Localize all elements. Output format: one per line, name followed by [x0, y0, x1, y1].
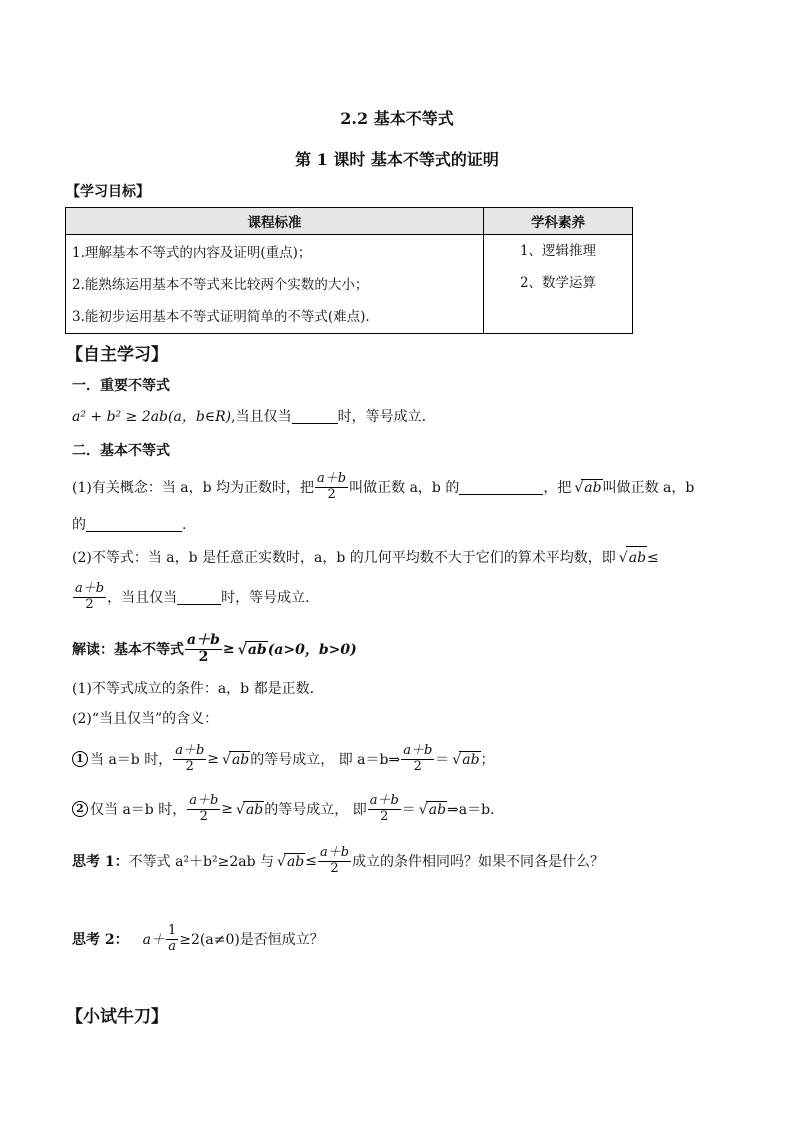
sqrt-ab: √ ab: [581, 479, 602, 496]
page-title: 2.2 基本不等式: [340, 109, 454, 128]
standards-cell: [66, 235, 484, 334]
inequality-line: [72, 546, 659, 568]
text: 的等号成立， 即: [264, 802, 367, 818]
sqrt-ab: √ ab: [243, 801, 264, 818]
practice-heading: 【小试牛刀】: [66, 1007, 168, 1027]
blank: [459, 479, 543, 495]
standard-item: 2.能熟练运用基本不等式来比较两个实数的大小；: [72, 277, 369, 293]
text: ≤: [305, 853, 317, 869]
text: ；: [480, 752, 495, 768]
fraction-a-plus-b-over-2: $\frac{a+b}{2}$: [319, 845, 350, 876]
text: ,当且仅当: [231, 409, 292, 425]
goals-header-standards: 课程标准: [66, 208, 484, 235]
think-2-label: 思考 2：: [72, 932, 129, 948]
text: ＝: [401, 802, 416, 818]
goals-header-literacy: 学科素养: [484, 208, 633, 235]
text: 的等号成立， 即 a＝b⇒: [250, 752, 401, 768]
part1-title: 一．重要不等式: [72, 378, 170, 394]
text: 时，等号成立.: [221, 590, 310, 606]
inequality-line-2: [72, 576, 310, 618]
sqrt-ab: √ ab: [229, 751, 250, 768]
text: ≥: [221, 801, 234, 817]
fraction-a-plus-b-over-2: $\frac{a+b}{2}$: [317, 471, 347, 502]
goals-table: [65, 207, 633, 334]
standard-item: 3.能初步运用基本不等式证明简单的不等式(难点).: [72, 309, 370, 325]
text: ⇒a＝b.: [447, 802, 495, 818]
text: 叫做正数 a，b 的: [349, 480, 460, 496]
fraction-a-plus-b-over-2: $\frac{a+b}{2}$: [189, 793, 219, 824]
interpretation-line: [72, 628, 357, 670]
fraction-1-over-a: $\frac{1}{a}$: [167, 923, 177, 954]
text: (2)不等式：当 a，b 是任意正实数时，a，b 的几何平均数不大于它们的算术平均数，即: [72, 550, 616, 566]
literacy-item: 2、数学运算: [519, 275, 597, 291]
text: (1)有关概念：当 a，b 均为正数时，把: [72, 480, 315, 496]
text: ≤: [647, 550, 659, 566]
part2-title: 二．基本不等式: [72, 443, 170, 459]
blank: [86, 516, 182, 532]
concept-line: [72, 466, 694, 508]
interpretation-item: (1)不等式成立的条件：a，b 都是正数.: [72, 681, 315, 697]
circled-number-1: 1: [72, 751, 88, 767]
sqrt-ab: √ ab: [459, 751, 480, 768]
text: 的: [72, 517, 86, 533]
sqrt-ab: √ ab: [626, 546, 647, 569]
standard-item: 1.理解基本不等式的内容及证明(重点)；: [72, 245, 312, 261]
blank: [292, 408, 338, 424]
goals-heading: 【学习目标】: [66, 184, 150, 200]
fraction-a-plus-b-over-2: $\frac{a+b}{2}$: [369, 793, 399, 824]
text: .: [182, 517, 187, 533]
text: (a>0，b>0): [267, 642, 357, 658]
text: 解读：基本不等式: [72, 642, 184, 658]
case-2-line: [72, 788, 495, 830]
literacy-item: 1、逻辑推理: [519, 243, 597, 259]
text: 当 a＝b 时，: [90, 752, 173, 768]
text: ≥: [207, 751, 220, 767]
case-1-line: [72, 738, 495, 780]
text: ≥2(a≠0)是否恒成立？: [179, 932, 324, 948]
blank: [177, 589, 221, 605]
concept-line-2: [72, 514, 186, 536]
think-1-line: [72, 840, 604, 882]
text: 仅当 a＝b 时，: [90, 802, 187, 818]
text: ，把: [543, 480, 572, 496]
text: ，当且仅当: [107, 590, 178, 606]
fraction-a-plus-b-over-2: $\frac{a+b}{2}$: [187, 632, 220, 665]
text: 成立的条件相同吗？如果不同各是什么？: [352, 854, 605, 870]
important-inequality-formula: a² + b² ≥ 2ab(a，b∈R): [72, 409, 232, 425]
self-study-heading: 【自主学习】: [66, 345, 168, 365]
fraction-a-plus-b-over-2: $\frac{a+b}{2}$: [403, 743, 433, 774]
text: ＝: [435, 752, 450, 768]
text: 叫做正数 a，b: [602, 480, 695, 496]
page-subtitle: 第 1 课时 基本不等式的证明: [295, 150, 499, 169]
interpretation-item: (2)“当且仅当”的含义：: [72, 711, 219, 727]
text: a＋: [142, 932, 165, 948]
think-1-label: 思考 1：: [72, 854, 129, 870]
circled-number-2: 2: [72, 801, 88, 817]
sqrt-ab: √ ab: [245, 641, 268, 658]
text: 不等式 a²＋b²≥2ab 与: [128, 854, 275, 870]
sqrt-ab: √ ab: [426, 801, 447, 818]
fraction-a-plus-b-over-2: $\frac{a+b}{2}$: [75, 581, 105, 612]
text: 时，等号成立.: [337, 409, 427, 425]
think-2-line: [72, 918, 324, 960]
fraction-a-plus-b-over-2: $\frac{a+b}{2}$: [175, 743, 205, 774]
important-inequality-line: [72, 406, 426, 428]
literacy-cell: [484, 235, 633, 334]
sqrt-ab: √ ab: [284, 853, 305, 870]
text: ≥: [222, 641, 235, 657]
